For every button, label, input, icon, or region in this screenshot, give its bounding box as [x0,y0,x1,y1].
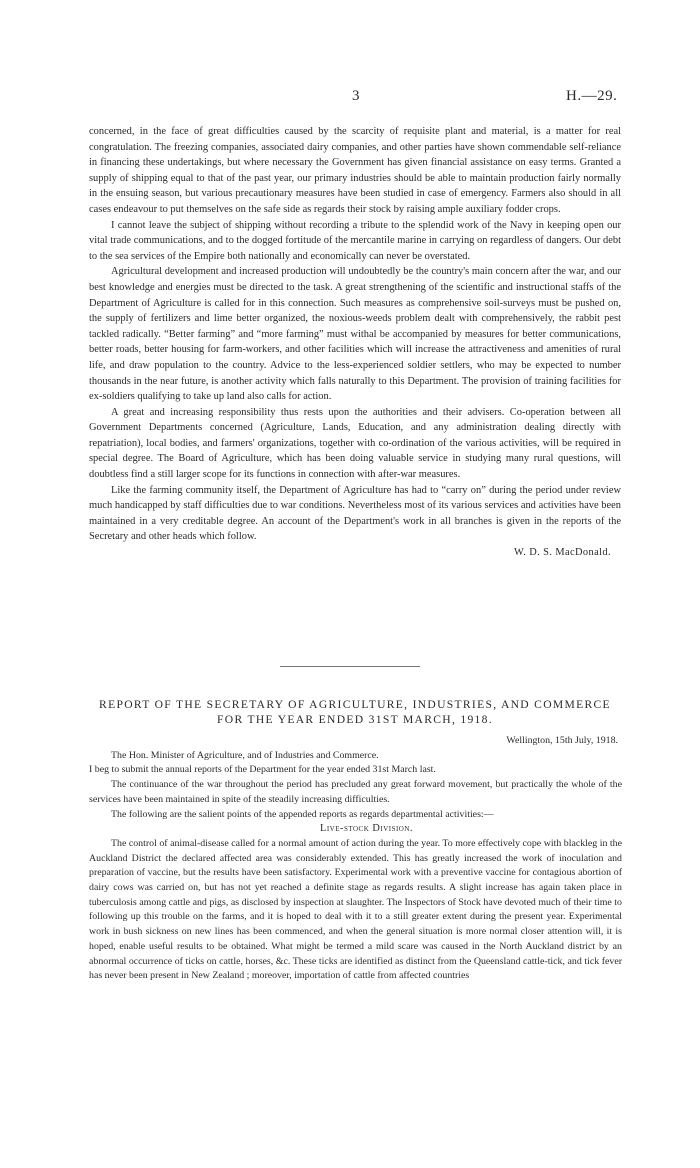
paragraph: I cannot leave the subject of shipping without recording a tribute to the splendid work of the Navy in keeping open our vital trade communications, and to the dogged fortitude of the mercantile marine in carrying on regardless of dangers. Our debt to the sea services of the Empire both nationally and economically can never be overstated. [89,219,621,262]
signature: W. D. S. MacDonald. [514,547,611,559]
salutation: The Hon. Minister of Agriculture, and of Industries and Commerce. [111,749,379,761]
paragraph: A great and increasing responsibility thus rests upon the authorities and their advisers. Co-operation between all Government Departments concerned (Agriculture, Lands, Education, and any administration dealing directly with repatriation), local bodies, and farmers' organizations, together with co-ordination of the various activities, will be required in special degree. The Board of Agriculture, which has been doing valuable service in studying many rural questions, will doubtless find a still larger scope for its functions in connection with after-war measures. [89,406,621,481]
page-header [0,88,700,108]
paragraph: Agricultural development and increased production will undoubtedly be the country's main concern after the war, and our best knowledge and energies must be directed to the task. A great strengthening of the scientific and instructional staffs of the Department of Agriculture is called for in this connection. Such measures as comprehensive soil-surveys must be pushed on, the supply of fertilizers and lime better organized, the noxious-weeds problem dealt with comprehensively, the rabbit pest tackled radically. “Better farming” and “more farming” must withal be accompanied by measures for better communications, better roads, better housing for farm-workers, and other facilities which will increase the attractiveness and amenities of rural life, and draw population to the country. Advice to the less-experienced soldier settlers, who may be expected to number thousands in the near future, is another activity which falls naturally to this Department. The provision of training facilities for ex-soldiers qualifying to take up land also calls for action. [89,266,621,403]
section-heading: Live-stock Division. [319,823,414,835]
paragraph: The continuance of the war throughout the period has precluded any great forward movement, but practically the whole of the services have been maintained in spite of the steadily increasing difficulties. [89,779,622,805]
secretary-report [89,734,622,984]
report-title-line: REPORT OF THE SECRETARY OF AGRICULTURE, INDUSTRIES, AND COMMERCE [99,698,611,711]
paragraph: The following are the salient points of the appended reports as regards departmental activities:— [111,808,494,820]
paragraph: Like the farming community itself, the Department of Agriculture has had to “carry on” during the period under review much handicapped by staff difficulties due to war conditions. Nevertheless most of its various services and activities have been maintained in a very creditable degree. An account of the Department's work in all branches is given in the reports of the Secretary and other heads which follow. [89,484,621,543]
report-title [89,697,621,727]
page-number: 3 [352,88,360,104]
minister-statement [89,124,621,561]
document-reference: H.—29. [566,88,618,104]
report-title-line: FOR THE YEAR ENDED 31ST MARCH, 1918. [217,713,493,726]
paragraph: I beg to submit the annual reports of the Department for the year ended 31st March last. [89,764,436,776]
place-date: Wellington, 15th July, 1918. [506,735,618,746]
paragraph: concerned, in the face of great difficulties caused by the scarcity of requisite plant and material, is a matter for real congratulation. The freezing companies, associated dairy companies, and other parties have shown commendable self-reliance in financing these undertakings, but where necessary the Government has given financial assistance on easy terms. Granted a supply of shipping equal to that of the past year, our primary industries should be able to maintain production fairly normally in the ensuing season, but various precautionary measures have been studied in case of emergency. Farmers also should in all cases endeavour to put themselves on the safe side as regards their stock by raising ample auxiliary fodder crops. [89,126,621,215]
section-divider [280,666,420,667]
paragraph: The control of animal-disease called for a normal amount of action during the year. To more effectively cope with blackleg in the Auckland District the declared affected area was considerably extended. This has greatly increased the work of inoculation and preparation of vaccine, but the results have been satisfactory. Experimental work with a preventive vaccine for contagious abortion of dairy cows was carried on, but has not yet reached a definite stage as regards results. A slight increase has again taken place in tuberculosis among cattle and pigs, as disclosed by inspection at slaughter. The Inspectors of Stock have devoted much of their time to following up this trouble on the farms, and it is hoped to deal with it to a still greater extent during the present year. Experimental work in bush sickness on new lines has been commenced, and when the general situation is more normal closer attention will, it is hoped, enable useful results to be obtained. What might be termed a mild scare was caused in the North Auckland district by an abnormal occurrence of ticks on cattle, horses, &c. These ticks are identified as distinct from the Queensland cattle-tick, and tick fever has never been present in New Zealand ; moreover, importation of cattle from affected countries [89,837,622,982]
